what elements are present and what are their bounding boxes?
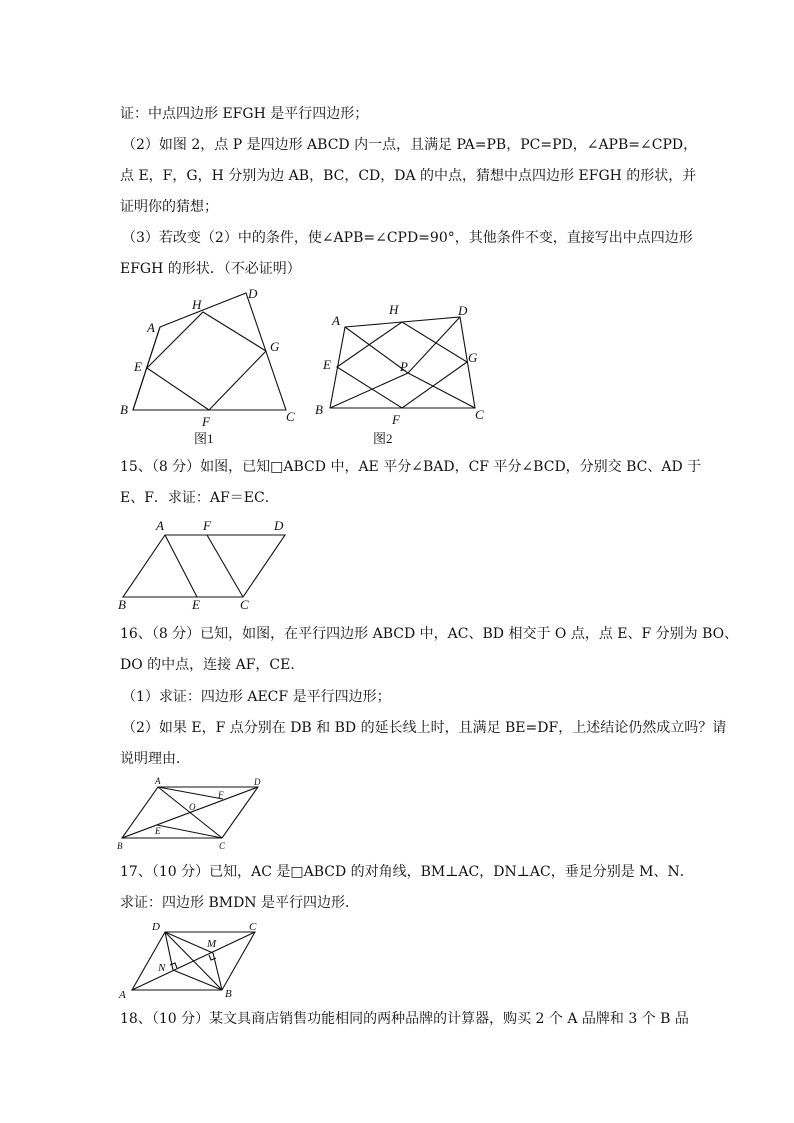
quad-efgh (147, 312, 266, 410)
segment-ce (157, 825, 222, 838)
text-line-6: EFGH 的形状．（不必证明） (120, 261, 301, 277)
q16-line-3: （1）求证：四边形 AECF 是平行四边形； (122, 689, 391, 705)
label-m: M (207, 938, 217, 950)
label-h: H (192, 297, 202, 312)
label-e: E (155, 826, 161, 836)
label-a: A (155, 776, 161, 786)
label-d: D (458, 303, 468, 318)
label-d: D (254, 777, 261, 787)
label-a: A (156, 518, 164, 533)
label-a: A (147, 320, 155, 335)
label-f: F (218, 790, 224, 800)
segment-dm (165, 932, 213, 953)
label-c: C (240, 597, 249, 612)
text-line-1: 证：中点四边形 EFGH 是平行四边形； (120, 106, 369, 122)
segment-pa (345, 327, 408, 373)
label-d: D (248, 286, 258, 301)
text-line-3: 点 E，F，G，H 分别为边 AB，BC，CD，DA 的中点，猜想中点四边形 EFGH 的形状，并 (120, 168, 697, 184)
text-line-4: 证明你的猜想； (120, 199, 218, 215)
text-line-2: （2）如图 2，点 P 是四边形 ABCD 内一点，且满足 PA=PB，PC=PD，∠APB=∠CPD， (122, 137, 698, 153)
q15-line-2: E、F．求证：AF＝EC． (120, 490, 279, 506)
figure-15 (110, 515, 300, 615)
caption-fig1: 图1 (194, 431, 214, 446)
label-b: B (120, 402, 128, 417)
segment-bn (173, 970, 222, 990)
figure-1 (110, 282, 310, 447)
diagonal-bd (122, 787, 258, 838)
segment-cf (207, 535, 243, 597)
segment-ae (165, 535, 197, 597)
quad-abcd (133, 293, 286, 410)
q17-line-2: 求证：四边形 BMDN 是平行四边形． (120, 895, 359, 911)
label-c: C (249, 921, 257, 933)
label-e: E (134, 359, 142, 374)
figure-17 (115, 918, 275, 1003)
label-g: G (270, 339, 280, 354)
q17-line-1: 17、（10 分）已知，AC 是□ABCD 的对角线，BM⊥AC，DN⊥AC，垂足分别是 M、N． (120, 864, 694, 880)
q16-line-5: 说明理由． (120, 751, 190, 767)
label-e: E (192, 597, 200, 612)
q16-line-4: （2）如果 E，F 点分别在 DB 和 BD 的延长线上时，且满足 BE=DF，上述结论仍然成立吗？请 (122, 720, 727, 736)
label-d: D (152, 921, 160, 933)
figure-16 (115, 775, 275, 855)
q16-line-2: DO 的中点，连接 AF，CE． (120, 657, 305, 673)
label-e: E (323, 357, 331, 372)
label-n: N (158, 962, 166, 974)
label-b: B (225, 988, 232, 1000)
q18-line-1: 18、（10 分）某文具商店销售功能相同的两种品牌的计算器，购买 2 个 A 品牌和 3 个 B 品 (120, 1011, 689, 1027)
label-o: O (189, 802, 196, 812)
caption-fig2: 图2 (373, 431, 393, 446)
label-c: C (475, 407, 484, 422)
label-f: F (392, 412, 400, 427)
label-p: P (400, 359, 408, 374)
label-a: A (119, 989, 126, 1001)
label-c: C (286, 409, 295, 424)
label-g: G (468, 350, 478, 365)
q15-line-1: 15、（8 分）如图，已知□ABCD 中，AE 平分∠BAD，CF 平分∠BCD，分别交 BC、AD 于 (120, 459, 702, 475)
segment-pb (330, 373, 408, 408)
label-h: H (389, 302, 399, 317)
label-f: F (203, 518, 211, 533)
segment-pc (408, 373, 475, 408)
label-b: B (118, 597, 126, 612)
label-b: B (315, 402, 323, 417)
right-angle-n (170, 963, 177, 968)
parallelogram-abcd (123, 535, 285, 597)
q16-line-1: 16、（8 分）已知，如图，在平行四边形 ABCD 中，AC、BD 相交于 O 点，点 E、F 分别为 BO、 (120, 626, 739, 642)
label-b: B (117, 841, 123, 851)
figure-2 (310, 295, 500, 450)
label-f: F (202, 414, 210, 429)
label-c: C (219, 841, 226, 851)
segment-pd (408, 317, 460, 373)
text-line-5: （3）若改变（2）中的条件，使∠APB=∠CPD=90°，其他条件不变，直接写出中点四边形 (122, 230, 693, 246)
segment-af (158, 787, 223, 799)
label-a: A (332, 313, 340, 328)
label-d: D (274, 518, 284, 533)
